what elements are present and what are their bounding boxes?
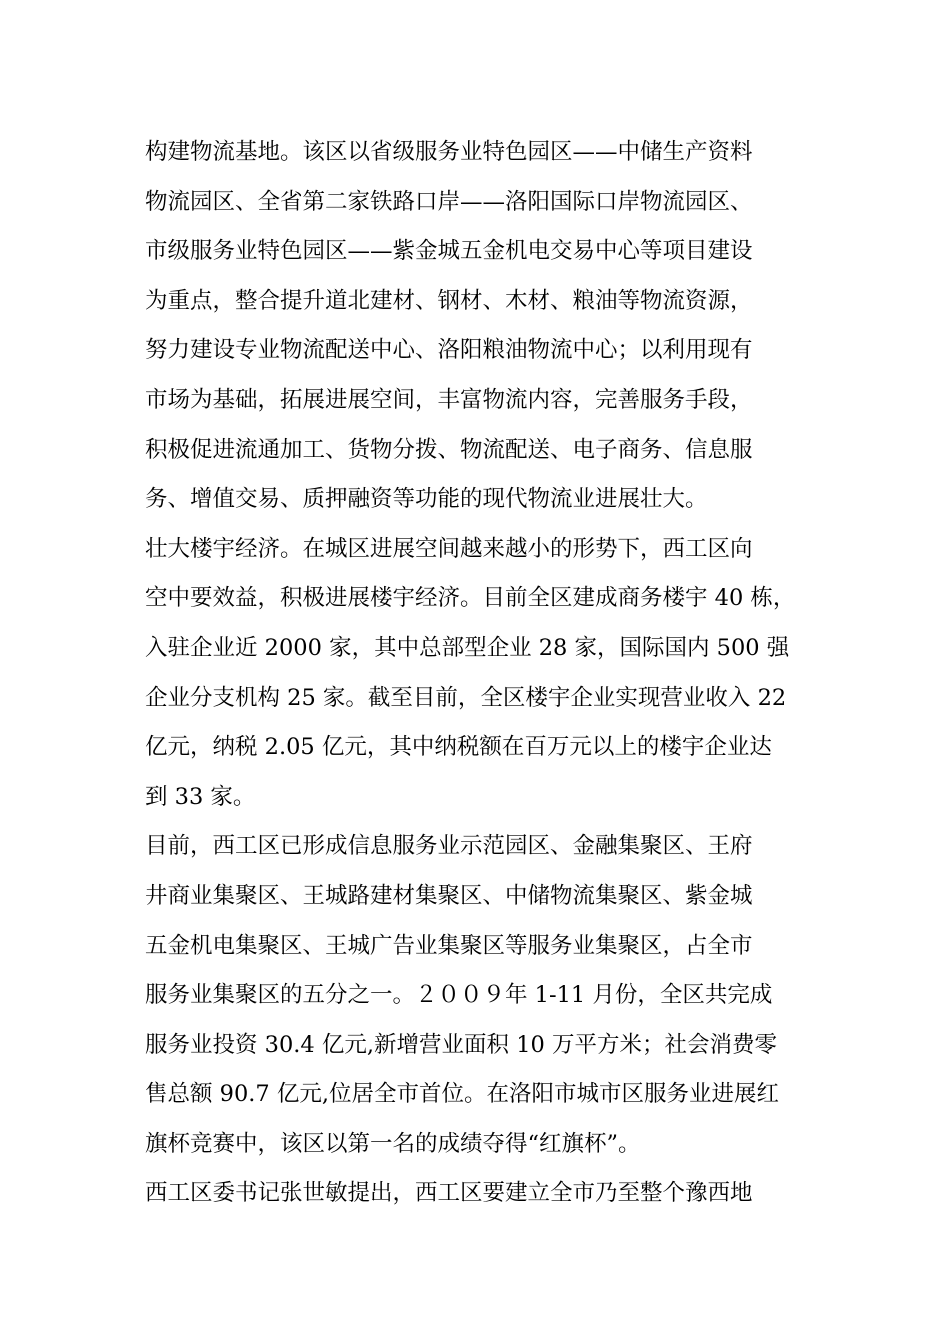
text-line: 服务业集聚区的五分之一。２００９年 1-11 月份，全区共完成: [145, 982, 773, 1009]
paragraph-building-economy: [145, 525, 835, 823]
paragraph-party-secretary: [145, 1169, 835, 1219]
paragraph-service-clusters: [145, 822, 835, 1169]
text-line: 市场为基础，拓展进展空间，丰富物流内容，完善服务手段，: [145, 386, 753, 413]
text-line: 努力建设专业物流配送中心、洛阳粮油物流中心；以利用现有: [145, 337, 753, 364]
text-line: 目前，西工区已形成信息服务业示范园区、金融集聚区、王府: [145, 833, 753, 860]
text-line: 亿元，纳税 2.05 亿元，其中纳税额在百万元以上的楼宇企业达: [145, 734, 772, 761]
text-line: 构建物流基地。该区以省级服务业特色园区——中储生产资料: [145, 139, 753, 165]
text-line: 到 33 家。: [145, 783, 256, 810]
paragraph-logistics: [145, 128, 835, 525]
text-line: 五金机电集聚区、王城广告业集聚区等服务业集聚区，占全市: [145, 932, 753, 959]
document-page: [145, 128, 835, 1219]
text-line: 井商业集聚区、王城路建材集聚区、中储物流集聚区、紫金城: [145, 882, 753, 909]
text-line: 入驻企业近 2000 家，其中总部型企业 28 家，国际国内 500 强: [145, 634, 790, 661]
text-line: 售总额 90.7 亿元,位居全市首位。在洛阳市城市区服务业进展红: [145, 1081, 780, 1108]
text-line: 西工区委书记张世敏提出，西工区要建立全市乃至整个豫西地: [145, 1180, 753, 1207]
text-line: 旗杯竞赛中，该区以第一名的成绩夺得“红旗杯”。: [145, 1130, 641, 1157]
text-line: 企业分支机构 25 家。截至目前，全区楼宇企业实现营业收入 22: [145, 684, 787, 711]
text-line: 市级服务业特色园区——紫金城五金机电交易中心等项目建设: [145, 238, 753, 265]
text-line: 服务业投资 30.4 亿元,新增营业面积 10 万平方米；社会消费零: [145, 1031, 777, 1058]
text-line: 空中要效益，积极进展楼宇经济。目前全区建成商务楼宇 40 栋，: [145, 585, 796, 612]
text-line: 积极促进流通加工、货物分拨、物流配送、电子商务、信息服: [145, 436, 753, 463]
text-line: 物流园区、全省第二家铁路口岸——洛阳国际口岸物流园区、: [145, 188, 753, 215]
text-line: 务、增值交易、质押融资等功能的现代物流业进展壮大。: [145, 486, 708, 513]
text-line: 壮大楼宇经济。在城区进展空间越来越小的形势下，西工区向: [145, 535, 753, 562]
text-line: 为重点，整合提升道北建材、钢材、木材、粮油等物流资源，: [145, 287, 753, 314]
